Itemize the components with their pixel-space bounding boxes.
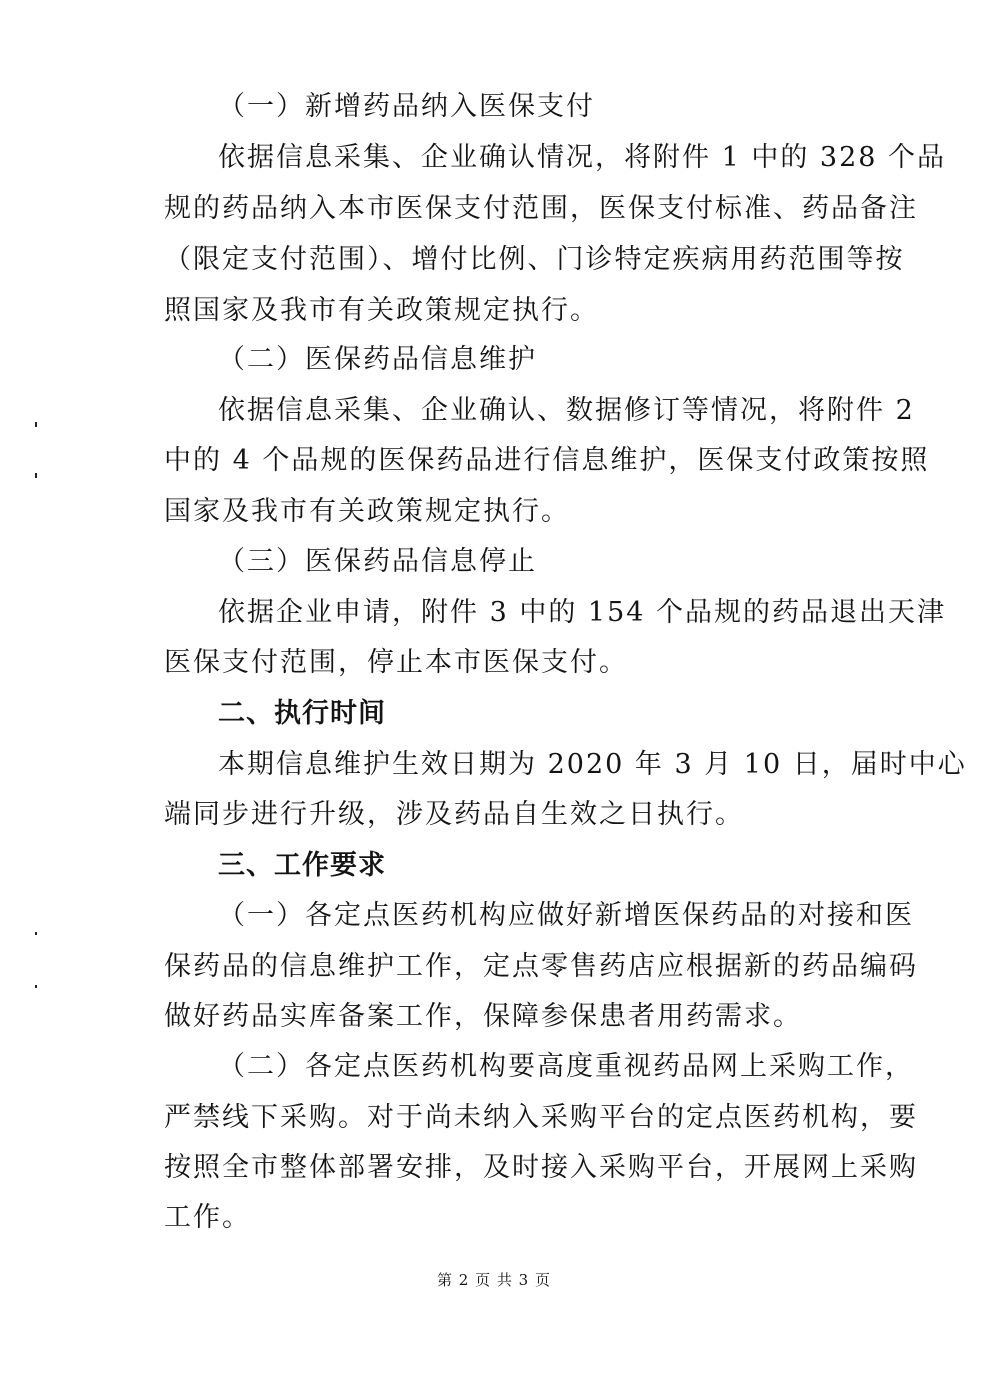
page-number-footer: 第 2 页 共 3 页 [437, 1271, 551, 1289]
section-3-title: （三）医保药品信息停止 [218, 546, 537, 577]
heading-execution-time: 二、执行时间 [218, 698, 386, 729]
section-1-paragraph-line: 照国家及我市有关政策规定执行。 [164, 295, 599, 326]
scan-speck [35, 422, 37, 427]
section-1-paragraph-line: 规的药品纳入本市医保支付范围，医保支付标准、药品备注 [164, 193, 918, 224]
requirement-1-line: 做好药品实库备案工作，保障参保患者用药需求。 [164, 1001, 802, 1032]
requirement-1-line: （一）各定点医药机构应做好新增医保药品的对接和医 [218, 900, 914, 931]
scan-speck [35, 473, 37, 478]
section-1-paragraph-line: 依据信息采集、企业确认情况，将附件 1 中的 328 个品 [218, 142, 947, 173]
requirement-2-line: （二）各定点医药机构要高度重视药品网上采购工作， [218, 1051, 914, 1082]
execution-paragraph-line: 本期信息维护生效日期为 2020 年 3 月 10 日，届时中心 [218, 749, 967, 780]
section-1-paragraph-line: （限定支付范围）、增付比例、门诊特定疾病用药范围等按 [164, 244, 905, 275]
requirement-2-line: 按照全市整体部署安排，及时接入采购平台，开展网上采购 [164, 1152, 918, 1183]
section-2-title: （二）医保药品信息维护 [218, 344, 537, 375]
section-3-paragraph-line: 医保支付范围，停止本市医保支付。 [164, 647, 628, 678]
scan-speck [35, 932, 37, 935]
section-3-paragraph-line: 依据企业申请，附件 3 中的 154 个品规的药品退出天津 [218, 597, 947, 628]
requirement-2-line: 严禁线下采购。对于尚未纳入采购平台的定点医药机构，要 [164, 1102, 918, 1133]
scan-speck [35, 985, 37, 988]
section-2-paragraph-line: 国家及我市有关政策规定执行。 [164, 496, 570, 527]
execution-paragraph-line: 端同步进行升级，涉及药品自生效之日执行。 [164, 799, 744, 830]
requirement-2-line: 工作。 [164, 1202, 251, 1233]
requirement-1-line: 保药品的信息维护工作，定点零售药店应根据新的药品编码 [164, 951, 918, 982]
section-2-paragraph-line: 依据信息采集、企业确认、数据修订等情况，将附件 2 [218, 395, 915, 426]
section-2-paragraph-line: 中的 4 个品规的医保药品进行信息维护，医保支付政策按照 [164, 445, 930, 476]
section-1-title: （一）新增药品纳入医保支付 [218, 91, 595, 122]
heading-work-requirements: 三、工作要求 [218, 850, 386, 881]
